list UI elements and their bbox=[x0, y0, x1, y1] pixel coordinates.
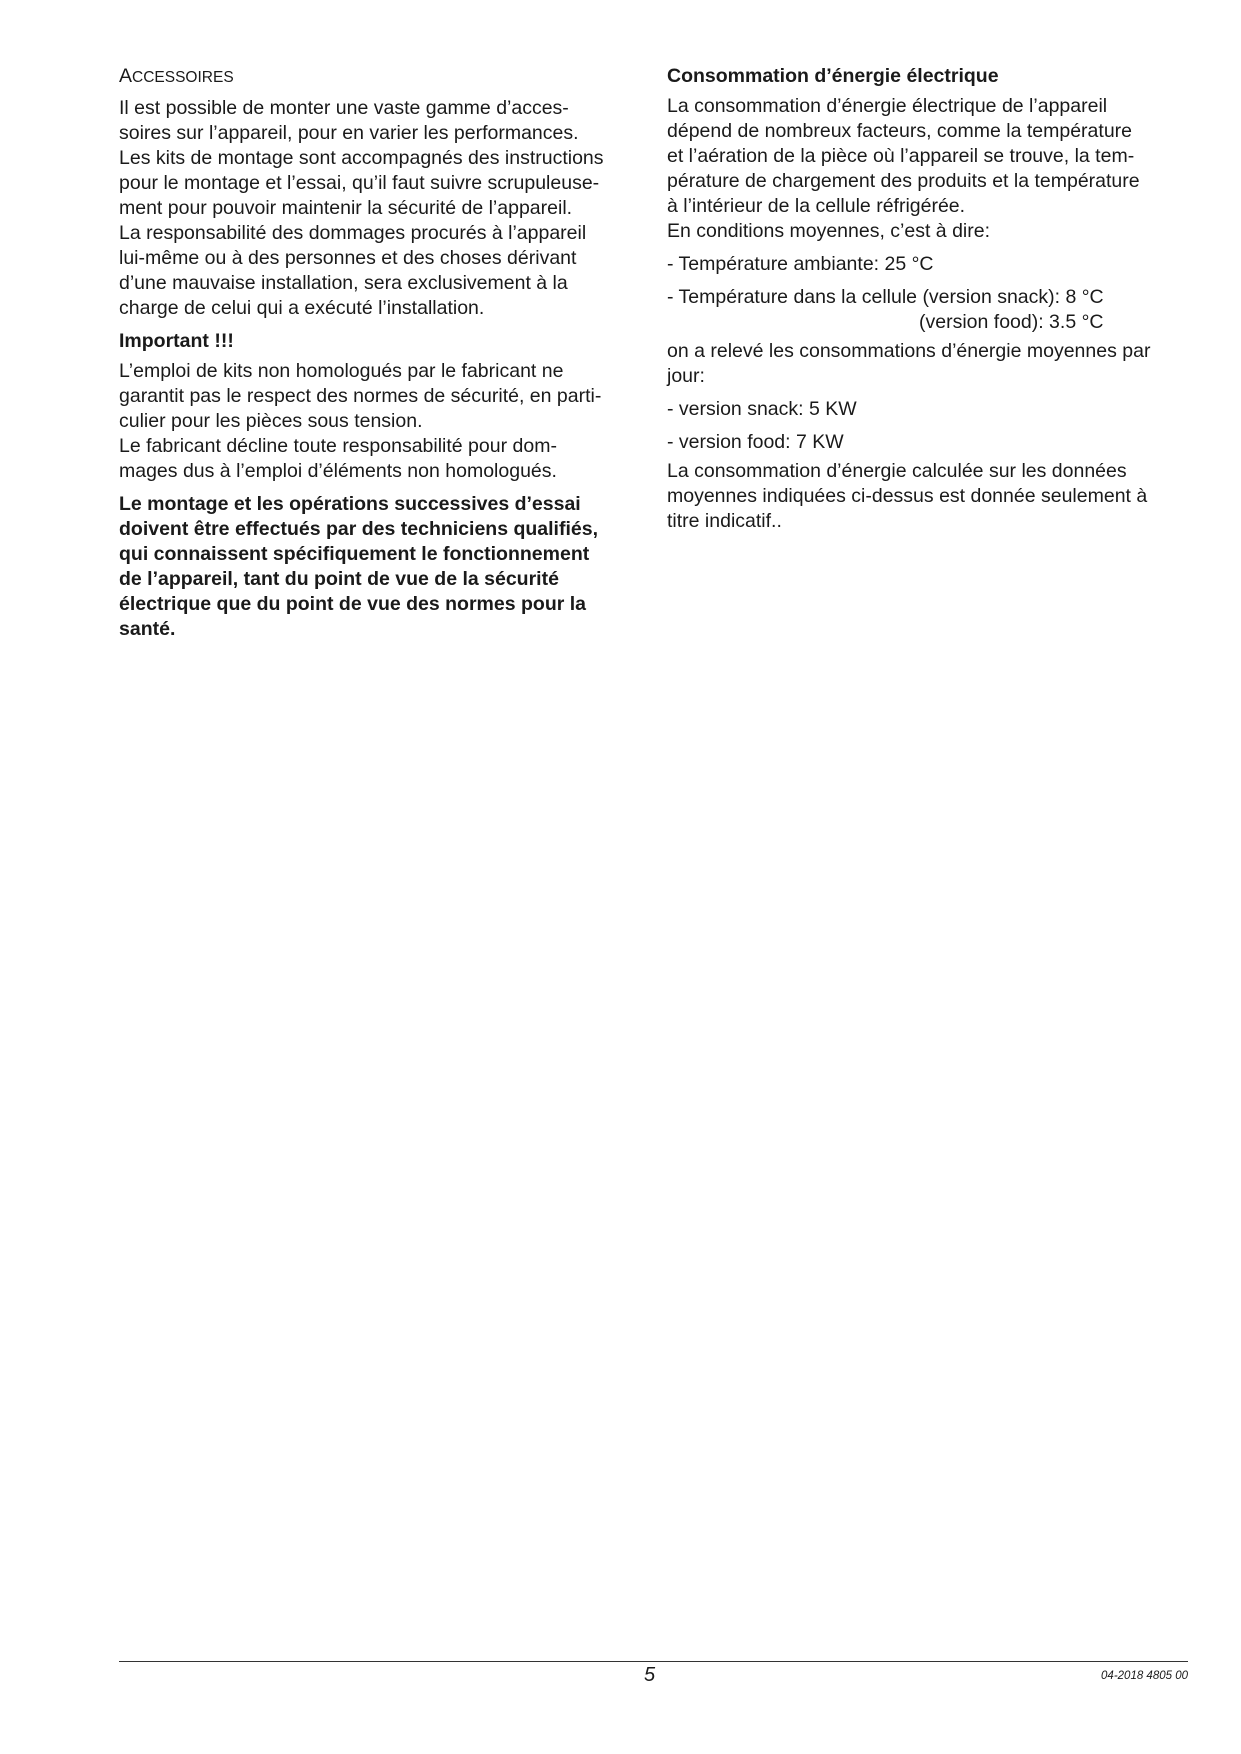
text-line: jour: bbox=[667, 365, 705, 387]
text-line: électrique que du point de vue des normes pour la bbox=[119, 593, 587, 615]
section-heading-accessoires bbox=[119, 64, 639, 90]
section-heading-consumption: Consommation d’énergie électrique bbox=[667, 65, 999, 87]
text-line: Le fabricant décline toute responsabilité pour dom- bbox=[119, 435, 557, 457]
ambient-temperature: - Température ambiante: 25 °C bbox=[667, 253, 934, 275]
document-code: 04-2018 4805 00 bbox=[1101, 1670, 1188, 1682]
text-line: Les kits de montage sont accompagnés des instructions bbox=[119, 147, 604, 169]
text-line: dépend de nombreux facteurs, comme la température bbox=[667, 120, 1133, 142]
cell-temperature-snack: - Température dans la cellule (version snack): 8 °C bbox=[667, 286, 1104, 308]
text-line: on a relevé les consommations d’énergie moyennes par bbox=[667, 340, 1151, 362]
text-line: santé. bbox=[119, 618, 176, 640]
text-line: pérature de chargement des produits et la température bbox=[667, 170, 1140, 192]
text-line: soires sur l’appareil, pour en varier les performances. bbox=[119, 122, 579, 144]
right-column bbox=[667, 64, 1187, 534]
text-line: Il est possible de monter une vaste gamme d’acces- bbox=[119, 97, 569, 119]
text-line: culier pour les pièces sous tension. bbox=[119, 410, 423, 432]
text-line: La responsabilité des dommages procurés à l’appareil bbox=[119, 222, 587, 244]
text-line: moyennes indiquées ci-dessus est donnée seulement à bbox=[667, 485, 1148, 507]
heading-rest: CCESSOIRES bbox=[132, 69, 234, 86]
text-line: qui connaissent spécifiquement le fonctionnement bbox=[119, 543, 590, 565]
text-line: à l’intérieur de la cellule réfrigérée. bbox=[667, 195, 966, 217]
consumption-note bbox=[667, 459, 1187, 534]
text-line: L’emploi de kits non homologués par le fabricant ne bbox=[119, 360, 564, 382]
important-text bbox=[119, 359, 639, 484]
accessories-intro bbox=[119, 96, 639, 321]
text-line: pour le montage et l’essai, qu’il faut suivre scrupuleuse- bbox=[119, 172, 600, 194]
text-line: garantit pas le respect des normes de sécurité, en parti- bbox=[119, 385, 602, 407]
left-column bbox=[119, 64, 639, 642]
text-line: En conditions moyennes, c’est à dire: bbox=[667, 220, 991, 242]
text-line: ment pour pouvoir maintenir la sécurité de l’appareil. bbox=[119, 197, 573, 219]
consumption-snack: - version snack: 5 KW bbox=[667, 398, 857, 420]
text-line: doivent être effectués par des techniciens qualifiés, bbox=[119, 518, 598, 540]
text-line: charge de celui qui a exécuté l’installation. bbox=[119, 297, 485, 319]
text-line: La consommation d’énergie électrique de l’appareil bbox=[667, 95, 1108, 117]
text-line: mages dus à l’emploi d’éléments non homologués. bbox=[119, 460, 557, 482]
text-line: de l’appareil, tant du point de vue de la sécurité bbox=[119, 568, 559, 590]
heading-initial: A bbox=[119, 65, 133, 87]
text-line: titre indicatif.. bbox=[667, 510, 782, 532]
important-heading: Important !!! bbox=[119, 330, 234, 352]
text-line: Le montage et les opérations successives d’essai bbox=[119, 493, 581, 515]
consumption-measured bbox=[667, 339, 1187, 389]
footer-divider bbox=[119, 1661, 1188, 1662]
consumption-intro bbox=[667, 94, 1187, 244]
text-line: d’une mauvaise installation, sera exclusivement à la bbox=[119, 272, 568, 294]
text-line: et l’aération de la pièce où l’appareil se trouve, la tem- bbox=[667, 145, 1135, 167]
safety-warning bbox=[119, 492, 639, 642]
text-line: La consommation d’énergie calculée sur les données bbox=[667, 460, 1127, 482]
cell-temperature-food: (version food): 3.5 °C bbox=[919, 311, 1104, 333]
consumption-food: - version food: 7 KW bbox=[667, 431, 844, 453]
text-line: lui-même ou à des personnes et des choses dérivant bbox=[119, 247, 577, 269]
page-number: 5 bbox=[644, 1664, 656, 1686]
